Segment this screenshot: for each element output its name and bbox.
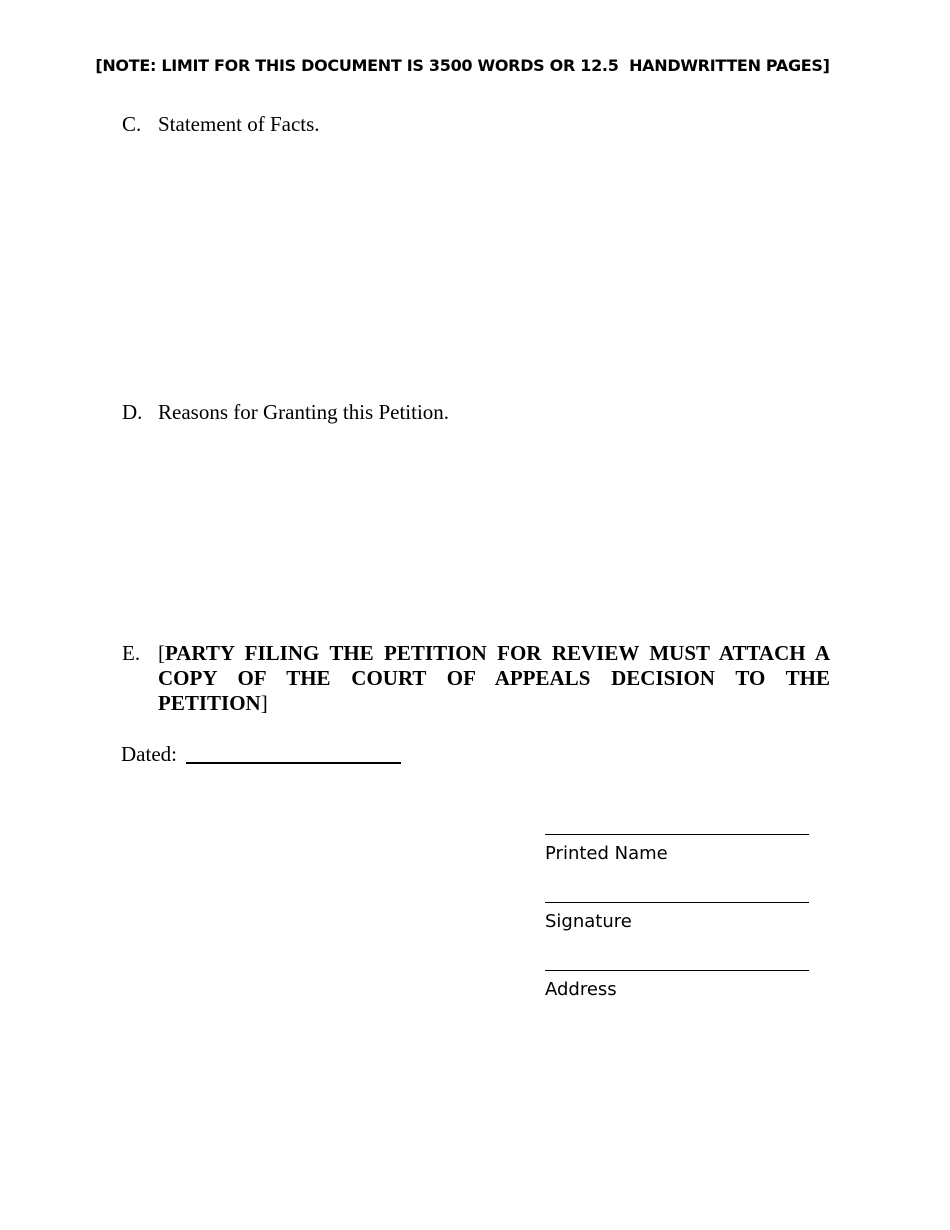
close-bracket: ] <box>260 691 268 715</box>
printed-name-blank-line[interactable] <box>545 834 809 835</box>
section-heading: Statement of Facts. <box>158 112 320 136</box>
section-letter: D. <box>122 400 143 424</box>
dated-label: Dated: <box>121 742 177 766</box>
section-heading: Reasons for Granting this Petition. <box>158 400 450 424</box>
address-blank-line[interactable] <box>545 970 809 971</box>
printed-name-field <box>545 834 809 864</box>
dated-field <box>121 742 401 767</box>
signature-blank-line[interactable] <box>545 902 809 903</box>
address-field <box>545 970 809 1000</box>
section-heading <box>158 641 830 716</box>
dated-blank-line[interactable] <box>186 762 401 764</box>
signature-field <box>545 902 809 932</box>
section-letter: E. <box>122 641 141 665</box>
attachment-instruction-text: PARTY FILING THE PETITION FOR REVIEW MUST ATTACH A COPY OF THE COURT OF APPEALS DECISION TO THE PETITION <box>158 641 830 715</box>
address-label: Address <box>545 979 617 1000</box>
printed-name-label: Printed Name <box>545 843 668 864</box>
section-letter: C. <box>122 112 142 136</box>
document-note: [NOTE: LIMIT FOR THIS DOCUMENT IS 3500 WORDS OR 12.5 HANDWRITTEN PAGES] <box>95 56 830 75</box>
open-bracket: [ <box>158 641 165 665</box>
signature-label: Signature <box>545 911 632 932</box>
